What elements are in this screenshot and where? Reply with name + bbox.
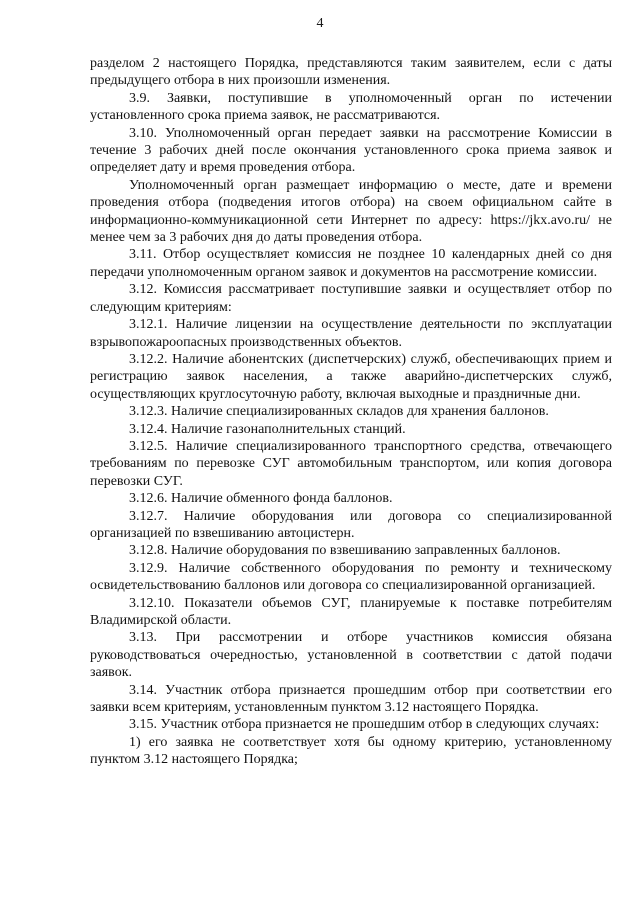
paragraph-3-12-9: 3.12.9. Наличие собственного оборудования по ремонту и техническому освидетельствованию баллонов или договора со специализированной организацией. — [90, 560, 612, 594]
paragraph-3-12-8: 3.12.8. Наличие оборудования по взвешиванию заправленных баллонов. — [129, 543, 561, 559]
paragraph-3-12-4: 3.12.4. Наличие газонаполнительных станций. — [129, 421, 406, 437]
paragraph-info-placement: Уполномоченный орган размещает информацию о месте, дате и времени проведения отбора (подведения итогов отбора) на своем официальном сайте в информационно-коммуникационной сети Интернет по адресу: https://jkx.avo.ru/ не менее чем за 3 рабочих дня до даты проведения отбора. — [90, 177, 612, 246]
paragraph-continuation: разделом 2 настоящего Порядка, представляются таким заявителем, если с даты предыдущего отбора в них произошли изменения. — [90, 56, 612, 89]
paragraph-3-12-1: 3.12.1. Наличие лицензии на осуществление деятельности по эксплуатации взрывопожароопасных производственных объектов. — [90, 317, 612, 350]
paragraph-3-13: 3.13. При рассмотрении и отборе участников комиссия обязана руководствоваться очередностью, установленной в соответствии с датой подачи заявок. — [90, 630, 612, 681]
paragraph-3-10: 3.10. Уполномоченный орган передает заявки на рассмотрение Комиссии в течение 3 рабочих дней после окончания установленного срока приема заявок и определяет дату и время проведения отбора. — [90, 125, 612, 176]
document-body — [90, 55, 612, 769]
paragraph-3-15: 3.15. Участник отбора признается не прошедшим отбор в следующих случаях: — [129, 717, 600, 733]
paragraph-3-12-3: 3.12.3. Наличие специализированных складов для хранения баллонов. — [129, 404, 549, 420]
paragraph-3-12-7: 3.12.7. Наличие оборудования или договора со специализированной организацией по взвешиванию автоцистерн. — [90, 508, 612, 541]
paragraph-3-9: 3.9. Заявки, поступившие в уполномоченный орган по истечении установленного срока приема заявок, не рассматриваются. — [90, 90, 612, 124]
paragraph-3-12: 3.12. Комиссия рассматривает поступившие заявки и осуществляет отбор по следующим критериям: — [90, 282, 612, 315]
paragraph-3-12-6: 3.12.6. Наличие обменного фонда баллонов. — [129, 491, 393, 507]
paragraph-3-11: 3.11. Отбор осуществляет комиссия не позднее 10 календарных дней со дня передачи уполномоченным органом заявок и документов на рассмотрение комиссии. — [90, 247, 612, 280]
page-number: 4 — [316, 16, 324, 31]
paragraph-3-12-2: 3.12.2. Наличие абонентских (диспетчерских) служб, обеспечивающих прием и регистрацию заявок населения, а также аварийно-диспетчерских служб, осуществляющих круглосуточную работу, включая выходные и праздничные дни. — [90, 351, 612, 402]
paragraph-3-15-item-1: 1) его заявка не соответствует хотя бы одному критерию, установленному пунктом 3.12 настоящего Порядка; — [90, 734, 612, 768]
paragraph-3-12-10: 3.12.10. Показатели объемов СУГ, планируемые к поставке потребителям Владимирской области. — [90, 595, 612, 628]
paragraph-3-14: 3.14. Участник отбора признается прошедшим отбор при соответствии его заявки всем критериям, установленным пунктом 3.12 настоящего Порядка. — [90, 682, 612, 716]
paragraph-3-12-5: 3.12.5. Наличие специализированного транспортного средства, отвечающего требованиям по перевозке СУГ автомобильным транспортом, или копия договора перевозки СУГ. — [90, 438, 612, 489]
